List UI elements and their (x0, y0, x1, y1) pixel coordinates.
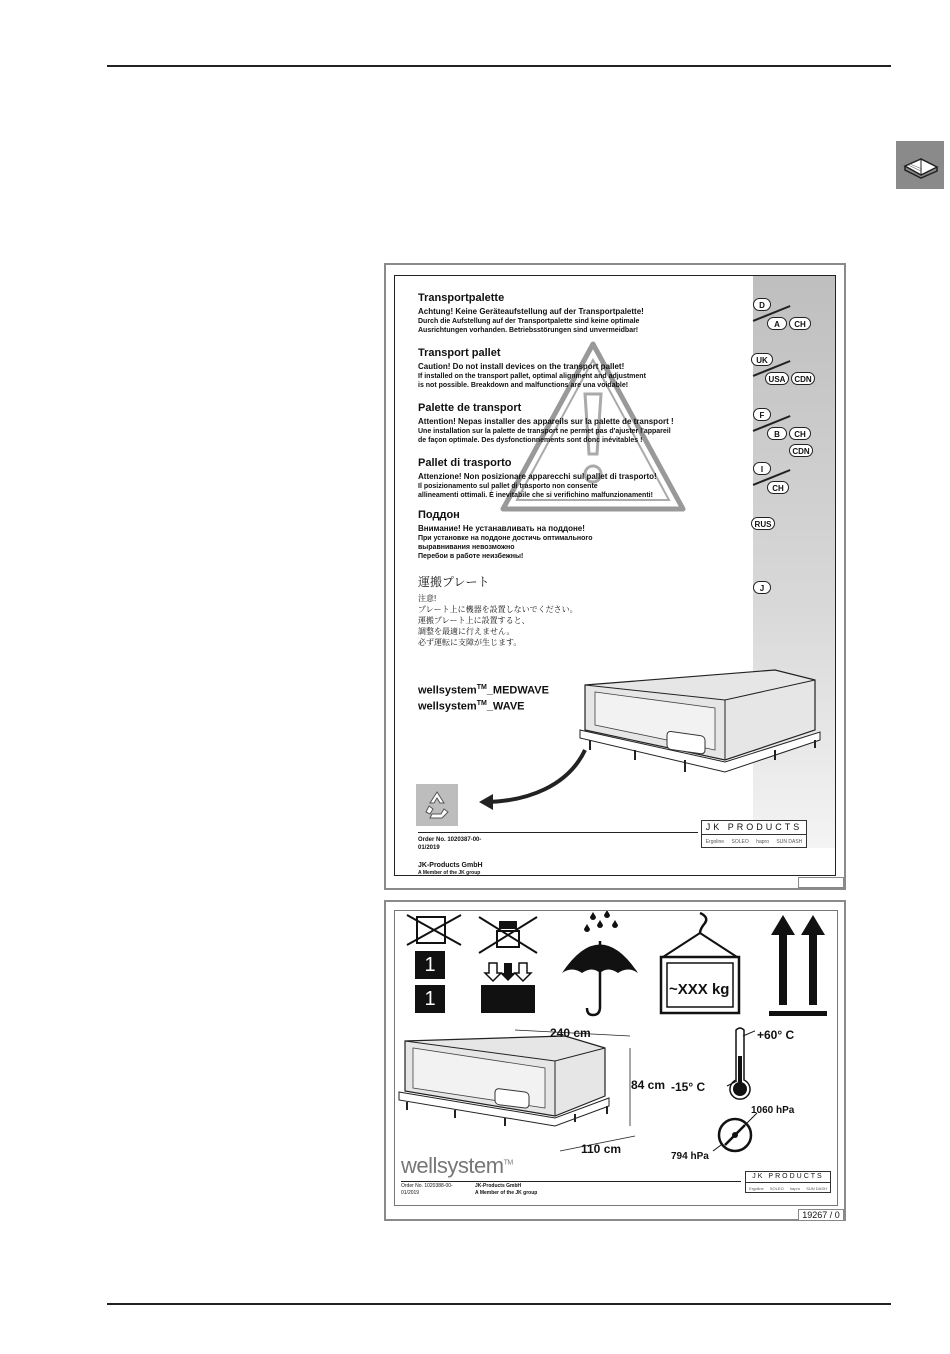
order-date: 01/2019 (401, 1190, 420, 1196)
this-way-up-icon (765, 911, 831, 1019)
pressure-gauge-icon (711, 1109, 771, 1159)
header-rule (107, 65, 891, 67)
section-title-en: Transport pallet (418, 347, 501, 359)
country-code: B (767, 427, 787, 440)
jk-sub-brands: Ergoline SOLEO hapro SUN DASH (705, 838, 803, 845)
jk-products-logo: JK PRODUCTS Ergoline SOLEO hapro SUN DASH (701, 820, 807, 848)
section-line: выравнивания невозможно (418, 544, 515, 551)
section-warning-fr: Attention! Nepas installer des appareils sur la palette de transport ! (418, 417, 674, 426)
length-dimension: 240 cm (550, 1026, 591, 1040)
order-date: 01/2019 (418, 845, 440, 851)
company-name: JK-Products GmbH (418, 862, 483, 869)
weight-label: ~XXX kg (669, 981, 730, 998)
country-code: RUS (751, 517, 775, 530)
section-line: Une installation sur la palette de transport ne permet pas d'ajuster l'appareil (418, 428, 671, 435)
section-line: Перебои в работе неизбежны! (418, 553, 524, 560)
pressure-min: 794 hPa (671, 1151, 709, 1162)
section-warning-en: Caution! Do not install devices on the transport pallet! (418, 362, 625, 371)
height-dimension: 84 cm (631, 1078, 666, 1092)
jk-sub-brands: Ergoline SOLEO hapro SUN DASH (749, 1185, 827, 1191)
country-code: CH (789, 427, 811, 440)
country-code: F (753, 408, 771, 421)
footer-rule (107, 1303, 891, 1305)
company-subtitle: A Member of the JK group (418, 870, 481, 876)
section-line: 必ず運転に支障が生じます。 (418, 638, 522, 647)
keep-dry-umbrella-icon (560, 911, 640, 1019)
section-line: プレート上に機器を設置しないでください。 (418, 605, 578, 614)
company-subtitle: A Member of the JK group (475, 1190, 538, 1196)
dimension-drawing (395, 1026, 655, 1161)
section-line: 調整を最適に行えません。 (418, 627, 515, 636)
no-clamping-icon (473, 913, 543, 1015)
section-line: При установке на поддоне достичь оптимального (418, 535, 593, 542)
country-code: D (753, 298, 771, 311)
section-title-fr: Palette de transport (418, 402, 522, 414)
country-code: USA (765, 372, 789, 385)
pallet-label-sheet (384, 263, 846, 890)
weight-hook-icon (657, 911, 743, 1017)
section-warning-ru: Внимание! Не устанавливать на поддоне! (418, 524, 585, 533)
section-warning-jp: 注意! (418, 594, 437, 603)
section-title-de: Transportpalette (418, 292, 505, 304)
footer-divider (401, 1181, 741, 1182)
stack-limit-box: 1 (415, 951, 445, 979)
country-code: CH (767, 481, 789, 494)
section-warning-de: Achtung! Keine Geräteaufstellung auf der Transportpalette! (418, 307, 644, 316)
section-title-jp: 運搬プレート (418, 575, 490, 589)
section-line: 運搬プレート上に設置すると、 (418, 616, 530, 625)
pallet-label-inner (394, 275, 836, 876)
company-name: JK-Products GmbH (475, 1183, 522, 1189)
country-code: CDN (789, 444, 813, 457)
tub-on-pallet-illustration (575, 660, 836, 790)
wellsystem-logo: wellsystem™ (401, 1153, 513, 1178)
order-number: Order No. 1020387-00- (418, 837, 482, 843)
jk-products-logo: JK PRODUCTS Ergoline SOLEO hapro SUN DASH (745, 1171, 831, 1193)
country-code: UK (751, 353, 773, 366)
temperature-max: +60° C (757, 1028, 795, 1042)
section-title-it: Pallet di trasporto (418, 457, 512, 469)
book-icon (896, 141, 944, 189)
country-code: CH (789, 317, 811, 330)
footer-divider (418, 832, 698, 833)
temperature-min: -15° C (671, 1080, 706, 1094)
section-title-ru: Поддон (418, 509, 460, 521)
section-line: Il posizionamento sul pallet di trasporto non consente (418, 483, 598, 490)
section-warning-it: Attenzione! Non posizionare apparecchi sul pallet di trasporto! (418, 472, 657, 481)
recycle-icon (416, 784, 458, 826)
shipping-label-inner (394, 910, 838, 1206)
section-line: de façon optimale. Des dysfonctionnements sont donc inévitables ! (418, 437, 643, 444)
no-stacking-icon (405, 913, 463, 947)
label-code-box (798, 877, 844, 888)
width-dimension: 110 cm (581, 1142, 622, 1156)
arrow-icon (473, 746, 593, 811)
country-code: A (767, 317, 787, 330)
country-code: J (753, 581, 771, 594)
section-line: If installed on the transport pallet, optimal alignment and adjustment (418, 373, 646, 380)
pressure-max: 1060 hPa (751, 1105, 795, 1116)
section-line: is not possible. Breakdown and malfunctions are una voidable! (418, 382, 629, 389)
stack-limit-box: 1 (415, 985, 445, 1013)
section-line: Ausrichtungen vorhanden. Betriebsstörungen sind unvermeidbar! (418, 327, 639, 334)
section-line: allineamenti ottimali. È inevitabile che si verifichino malfunzionamenti! (418, 492, 653, 499)
thermometer-icon (725, 1026, 755, 1104)
shipping-label-sheet (384, 900, 846, 1221)
country-code: CDN (791, 372, 815, 385)
label-code-box: 19267 / 0 (798, 1209, 844, 1221)
section-line: Durch die Aufstellung auf der Transportpalette sind keine optimale (418, 318, 640, 325)
product-name-medwave: wellsystem™_MEDWAVE (418, 684, 549, 697)
product-name-wave: wellsystem™_WAVE (418, 700, 525, 713)
country-code: I (753, 462, 771, 475)
order-number: Order No. 1020388-00- (401, 1183, 453, 1189)
